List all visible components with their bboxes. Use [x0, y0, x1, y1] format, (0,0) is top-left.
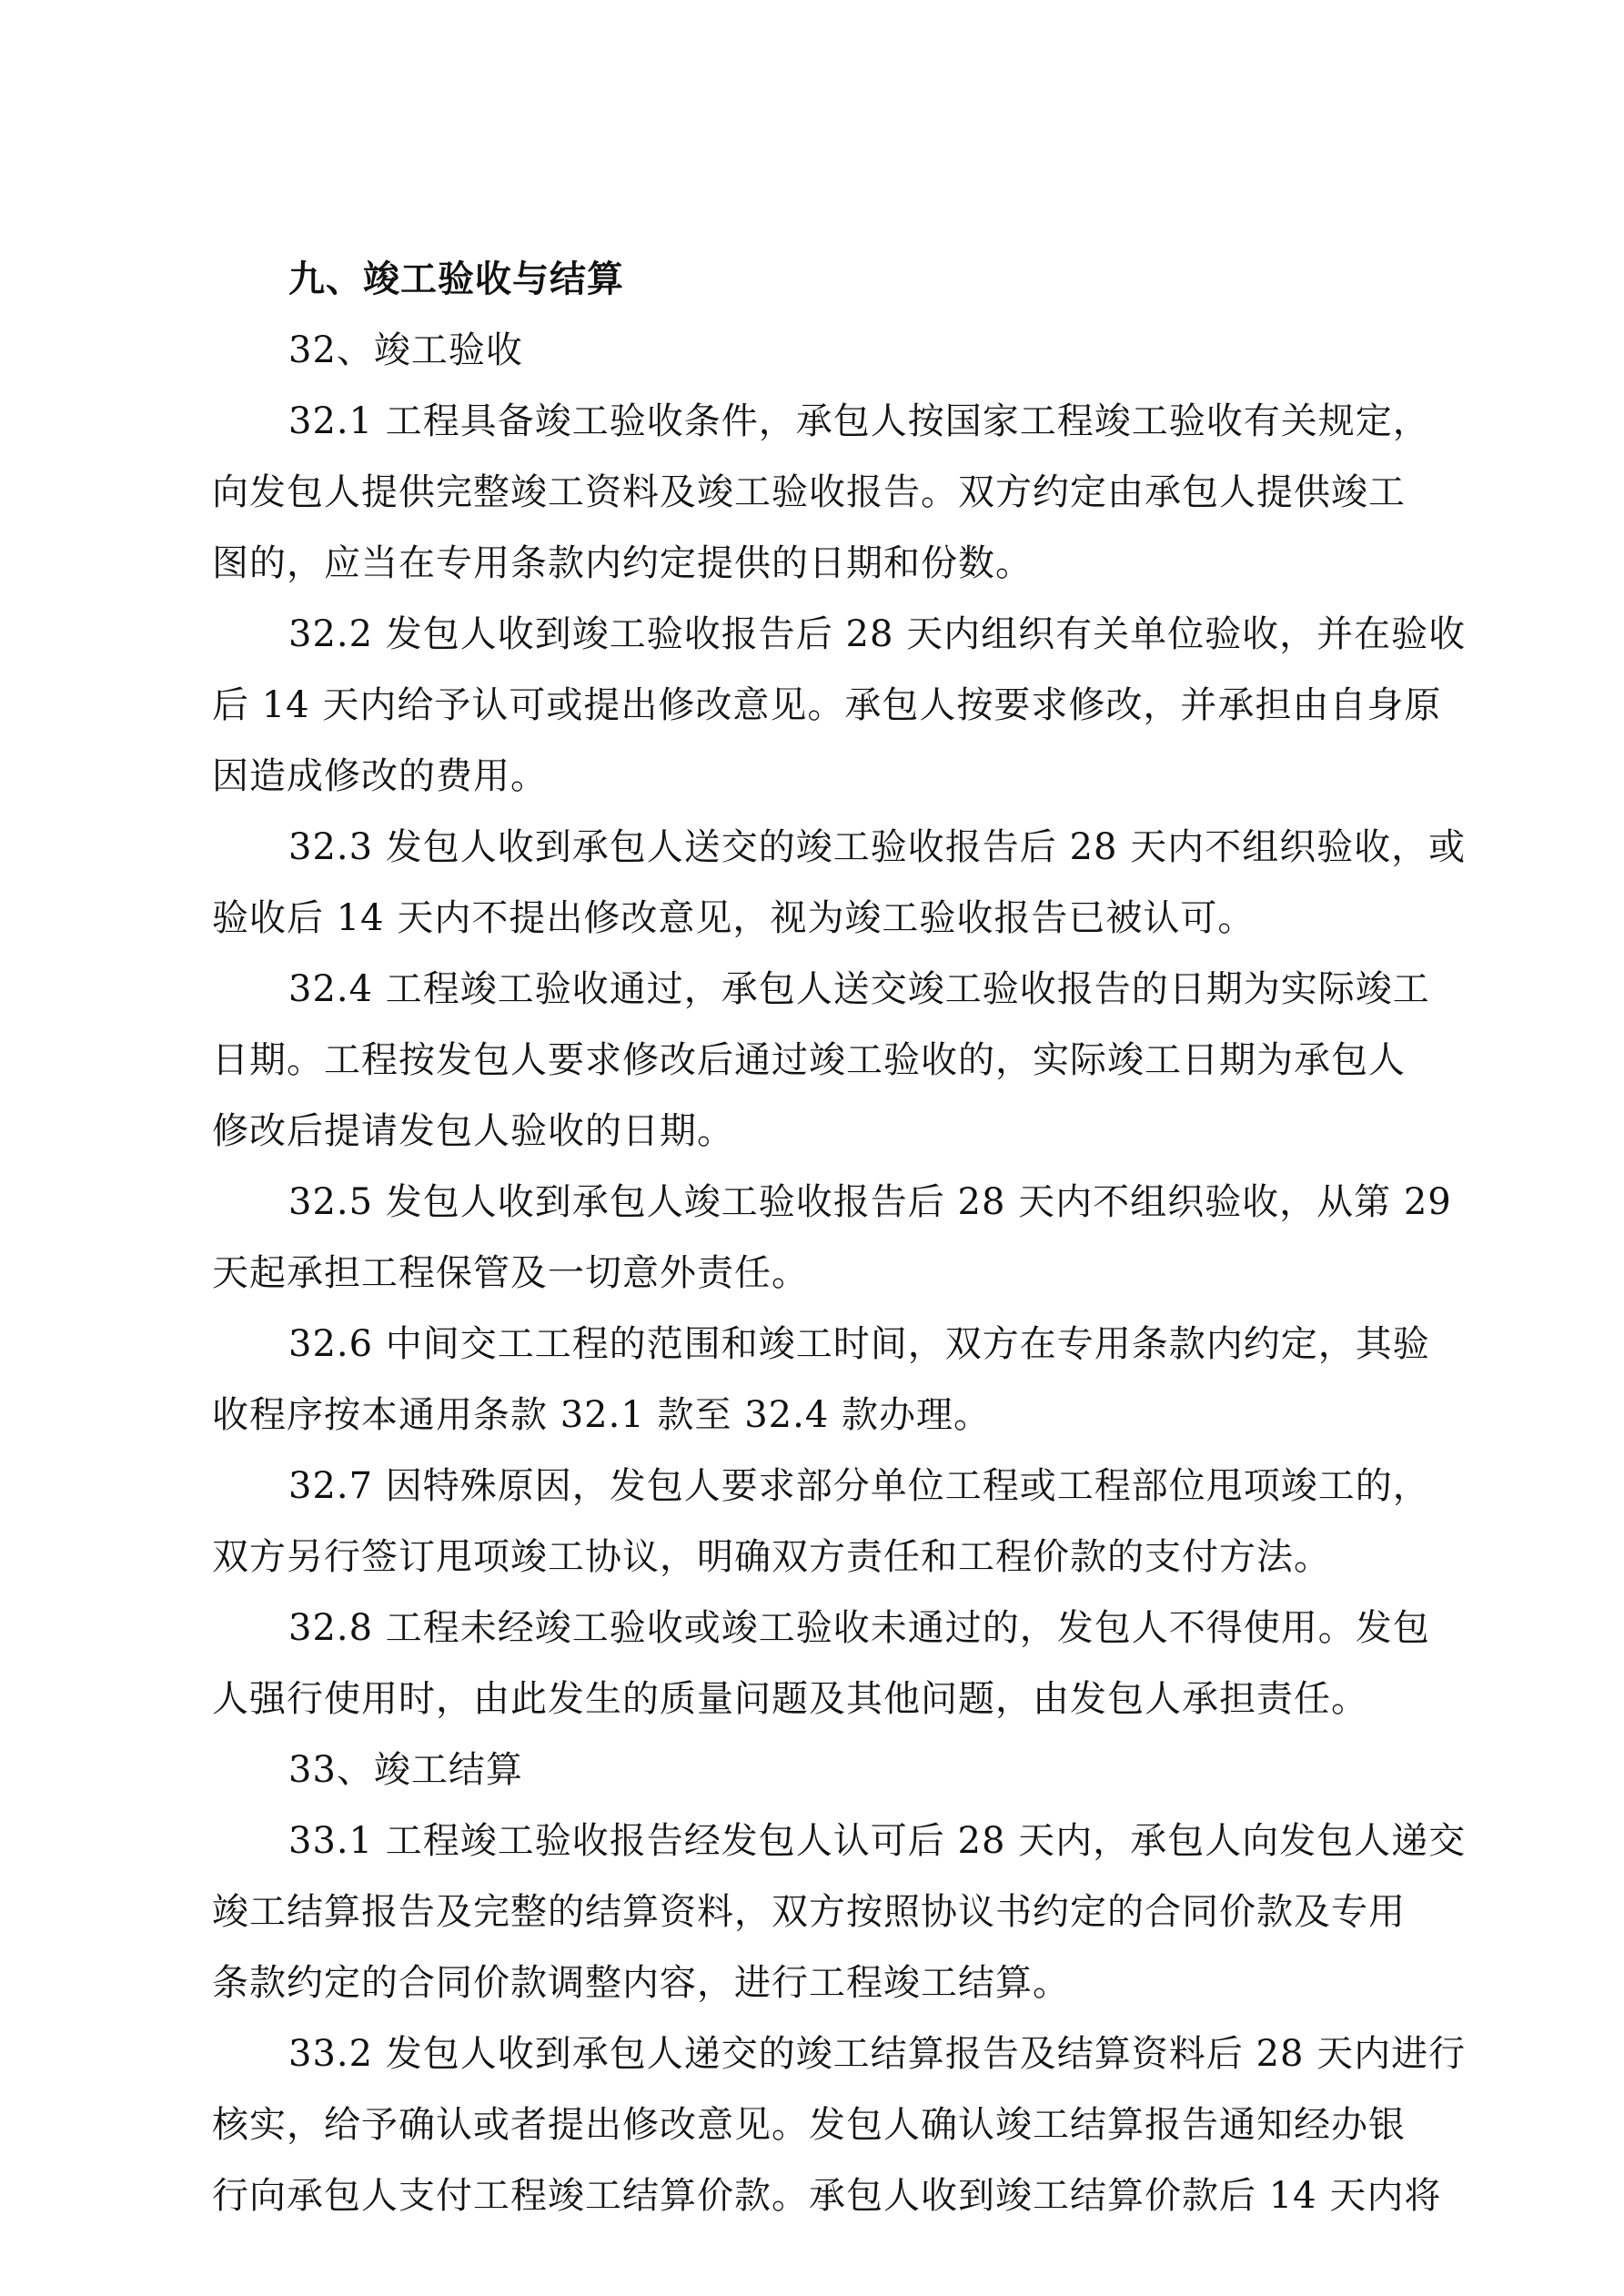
paragraph-continuation-line: 因造成修改的费用。: [212, 755, 548, 797]
paragraph-continuation-line: 日期。工程按发包人要求修改后通过竣工验收的，实际竣工日期为承包人: [212, 1039, 1406, 1081]
paragraph-continuation-line: 后 14 天内给予认可或提出修改意见。承包人按要求修改，并承担由自身原: [212, 684, 1442, 726]
paragraph-start-line: 33.1 工程竣工验收报告经发包人认可后 28 天内，承包人向发包人递交: [288, 1820, 1467, 1862]
paragraph-start-line: 33.2 发包人收到承包人递交的竣工结算报告及结算资料后 28 天内进行: [288, 2033, 1467, 2075]
paragraph-continuation-line: 双方另行签订甩项竣工协议，明确双方责任和工程价款的支付方法。: [212, 1536, 1331, 1578]
paragraph-continuation-line: 向发包人提供完整竣工资料及竣工验收报告。双方约定由承包人提供竣工: [212, 471, 1406, 513]
paragraph-continuation-line: 图的，应当在专用条款内约定提供的日期和份数。: [212, 542, 1033, 584]
paragraph-continuation-line: 条款约定的合同价款调整内容，进行工程竣工结算。: [212, 1962, 1070, 2004]
paragraph-start-line: 32.4 工程竣工验收通过，承包人送交竣工验收报告的日期为实际竣工: [288, 968, 1430, 1010]
paragraph-continuation-line: 修改后提请发包人验收的日期。: [212, 1110, 734, 1152]
paragraph-start-line: 32.6 中间交工工程的范围和竣工时间，双方在专用条款内约定，其验: [288, 1323, 1430, 1365]
paragraph-start-line: 32.3 发包人收到承包人送交的竣工验收报告后 28 天内不组织验收，或: [288, 826, 1467, 868]
paragraph-start-line: 32.2 发包人收到竣工验收报告后 28 天内组织有关单位验收，并在验收: [288, 613, 1467, 655]
paragraph-start-line: 32、竣工验收: [288, 329, 523, 371]
document-body: [212, 244, 1467, 2231]
section-title: 九、竣工验收与结算: [288, 258, 624, 300]
paragraph-continuation-line: 天起承担工程保管及一切意外责任。: [212, 1252, 809, 1294]
document-lines: [212, 315, 1467, 2231]
paragraph-start-line: 32.1 工程具备竣工验收条件，承包人按国家工程竣工验收有关规定，: [288, 400, 1430, 442]
paragraph-continuation-line: 人强行使用时，由此发生的质量问题及其他问题，由发包人承担责任。: [212, 1678, 1368, 1720]
paragraph-start-line: 33、竣工结算: [288, 1749, 523, 1791]
paragraph-continuation-line: 行向承包人支付工程竣工结算价款。承包人收到竣工结算价款后 14 天内将: [212, 2175, 1442, 2217]
paragraph-continuation-line: 验收后 14 天内不提出修改意见，视为竣工验收报告已被认可。: [212, 897, 1256, 939]
paragraph-continuation-line: 核实，给予确认或者提出修改意见。发包人确认竣工结算报告通知经办银: [212, 2104, 1406, 2146]
paragraph-start-line: 32.7 因特殊原因，发包人要求部分单位工程或工程部位甩项竣工的，: [288, 1465, 1430, 1507]
paragraph-start-line: 32.8 工程未经竣工验收或竣工验收未通过的，发包人不得使用。发包: [288, 1607, 1430, 1649]
paragraph-start-line: 32.5 发包人收到承包人竣工验收报告后 28 天内不组织验收，从第 29: [288, 1181, 1452, 1223]
paragraph-continuation-line: 竣工结算报告及完整的结算资料，双方按照协议书约定的合同价款及专用: [212, 1891, 1406, 1933]
paragraph-continuation-line: 收程序按本通用条款 32.1 款至 32.4 款办理。: [212, 1394, 991, 1436]
